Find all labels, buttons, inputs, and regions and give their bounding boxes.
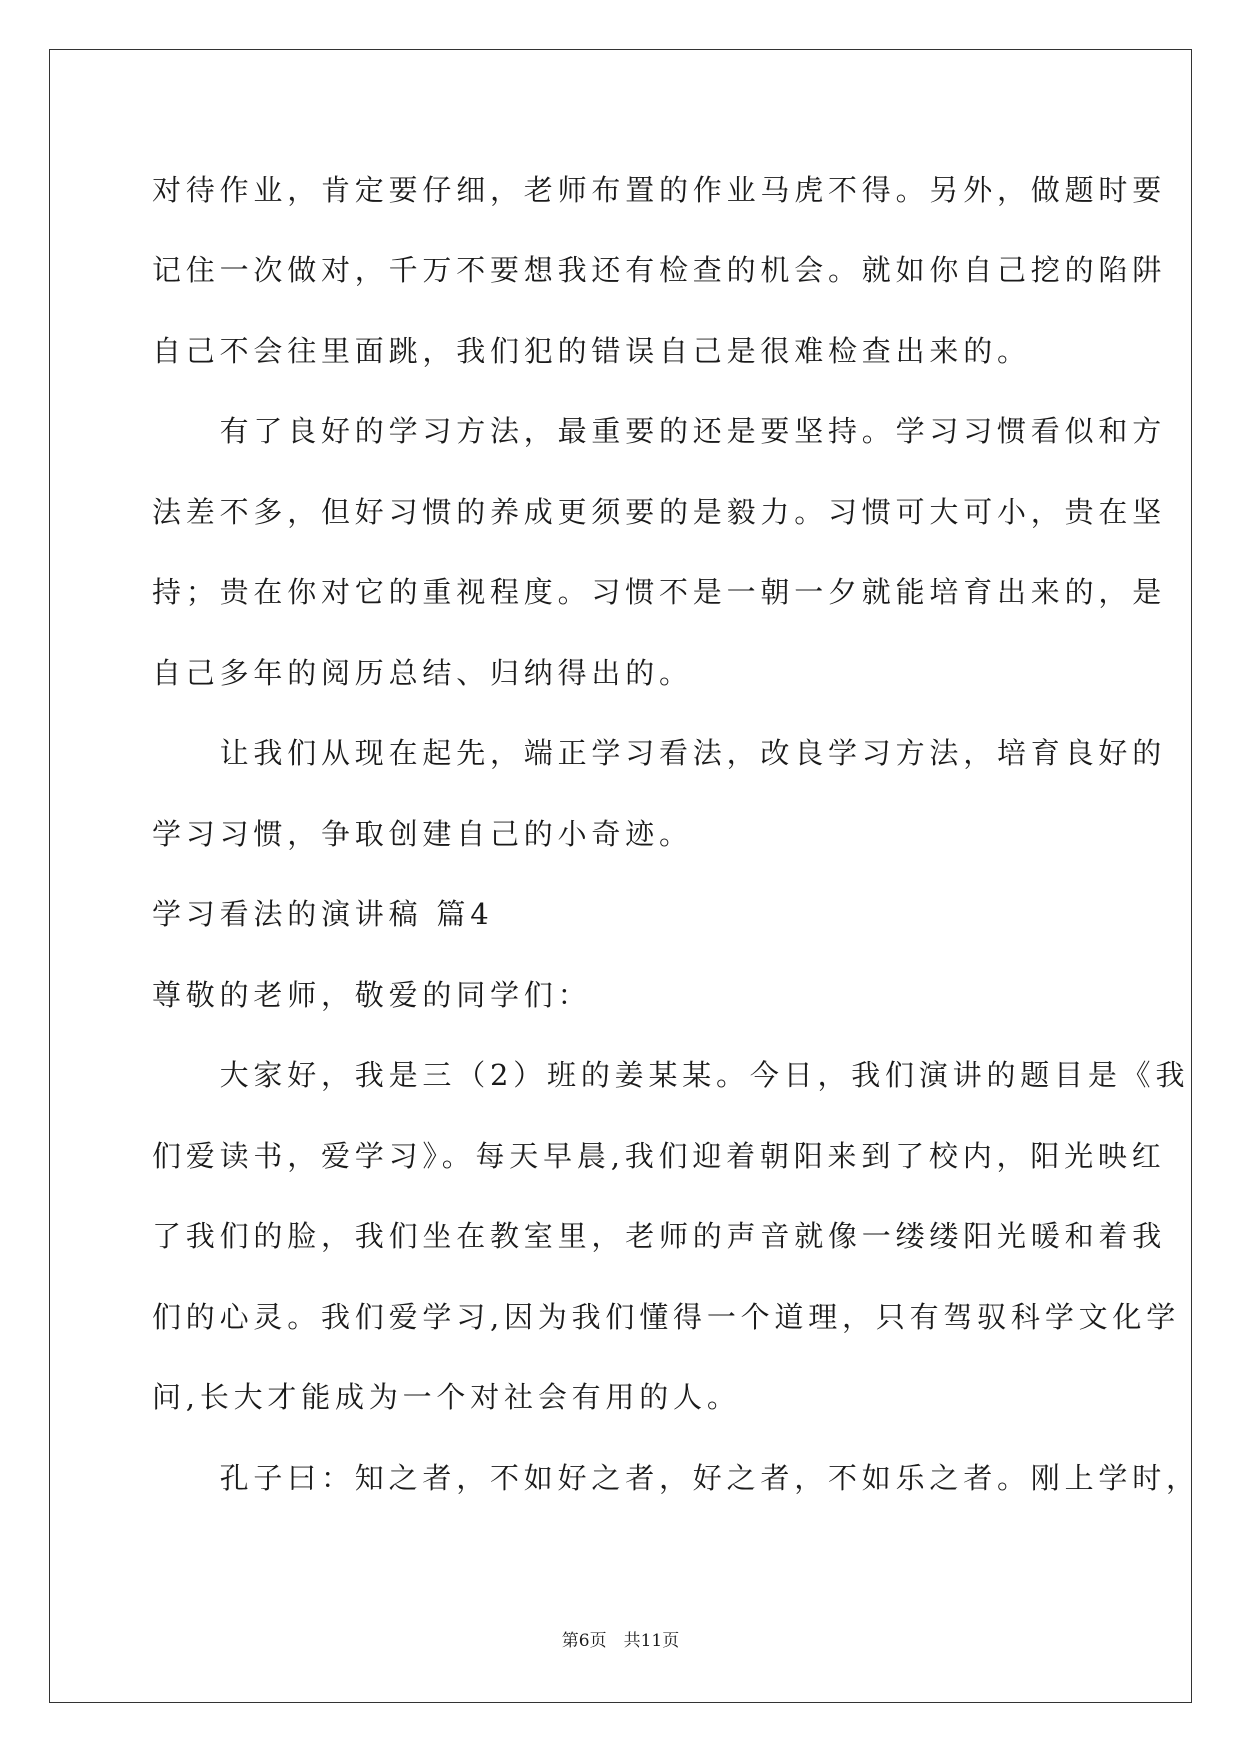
page-border [49, 49, 1192, 1703]
paragraph-line: 学习习惯，争取创建自己的小奇迹。 [152, 817, 693, 851]
paragraph-line: 持；贵在你对它的重视程度。习惯不是一朝一夕就能培育出来的，是 [152, 575, 1167, 609]
paragraph-line: 自己多年的阅历总结、归纳得出的。 [152, 656, 693, 690]
paragraph-line: 自己不会往里面跳，我们犯的错误自己是很难检查出来的。 [152, 334, 1031, 368]
paragraph-line: 孔子曰：知之者，不如好之者，好之者，不如乐之者。刚上学时， [152, 1461, 1200, 1495]
paragraph-line: 法差不多，但好习惯的养成更须要的是毅力。习惯可大可小，贵在坚 [152, 495, 1167, 529]
paragraph-line: 对待作业，肯定要仔细，老师布置的作业马虎不得。另外，做题时要 [152, 173, 1167, 207]
paragraph-line: 大家好，我是三（2）班的姜某某。今日，我们演讲的题目是《我 [152, 1058, 1190, 1092]
paragraph-line: 有了良好的学习方法，最重要的还是要坚持。学习习惯看似和方 [152, 414, 1167, 448]
paragraph-line: 们的心灵。我们爱学习,因为我们懂得一个道理，只有驾驭科学文化学 [152, 1300, 1181, 1334]
paragraph-line: 让我们从现在起先，端正学习看法，改良学习方法，培育良好的 [152, 736, 1167, 770]
page-number-footer: 第6页 共11页 [561, 1631, 680, 1651]
salutation: 尊敬的老师，敬爱的同学们： [152, 978, 592, 1012]
paragraph-line: 了我们的脸，我们坐在教室里，老师的声音就像一缕缕阳光暖和着我 [152, 1219, 1167, 1253]
paragraph-line: 问,长大才能成为一个对社会有用的人。 [152, 1380, 741, 1414]
section-heading: 学习看法的演讲稿 篇4 [152, 897, 494, 931]
paragraph-line: 们爱读书，爱学习》。每天早晨,我们迎着朝阳来到了校内，阳光映红 [152, 1139, 1166, 1173]
paragraph-line: 记住一次做对，千万不要想我还有检查的机会。就如你自己挖的陷阱 [152, 253, 1167, 287]
